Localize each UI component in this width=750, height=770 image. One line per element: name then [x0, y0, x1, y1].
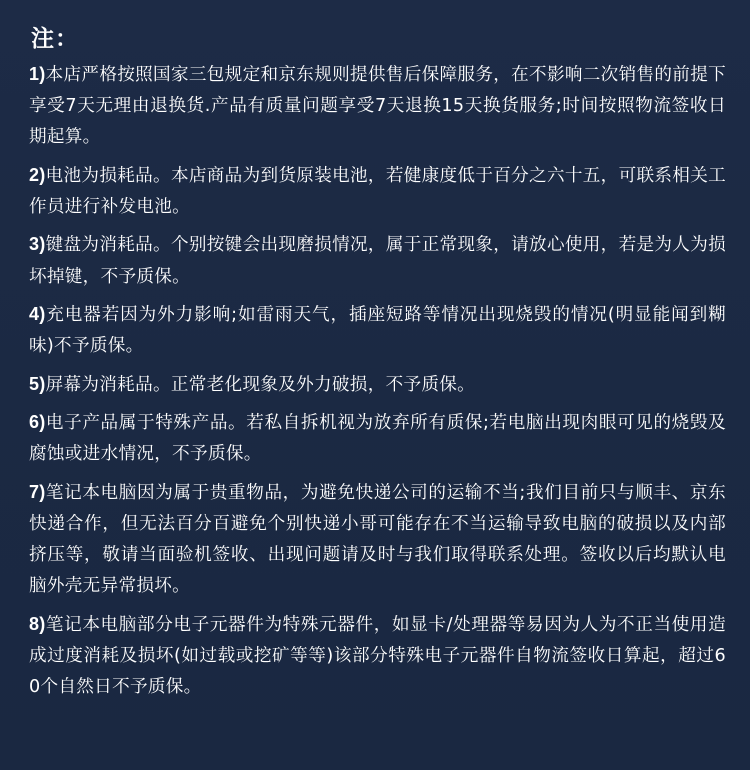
- notice-item-3: [29, 229, 726, 292]
- item-number: 3): [29, 234, 46, 255]
- item-text: 屏幕为消耗品。正常老化现象及外力破损，不予质保。: [45, 374, 476, 395]
- item-number: 1): [29, 64, 46, 84]
- notice-item-6: [29, 407, 726, 470]
- notice-item-4: [29, 299, 726, 362]
- item-number: 8): [29, 613, 46, 634]
- item-text: 笔记本电脑部分电子元器件为特殊元器件，如显卡/处理器等易因为人为不正当使用造成过度消耗及损坏(如过载或挖矿等等)该部分特殊电子元器件自物流签收日算起，超过60个自然日不予质保。: [29, 614, 726, 697]
- item-number: 2): [29, 164, 46, 185]
- item-text: 电子产品属于特殊产品。若私自拆机视为放弃所有质保;若电脑出现肉眼可见的烧毁及腐蚀或进水情况，不予质保。: [29, 412, 726, 465]
- item-text: 本店严格按照国家三包规定和京东规则提供售后保障服务，在不影响二次销售的前提下享受7天无理由退换货.产品有质量问题享受7天退换15天换货服务;时间按照物流签收日期起算。: [29, 65, 726, 148]
- item-text: 电池为损耗品。本店商品为到货原装电池，若健康度低于百分之六十五，可联系相关工作员进行补发电池。: [29, 165, 726, 217]
- notice-item-5: [29, 369, 726, 401]
- item-text: 笔记本电脑因为属于贵重物品，为避免快递公司的运输不当;我们目前只与顺丰、京东快递合作，但无法百分百避免个别快递小哥可能存在不当运输导致电脑的破损以及内部挤压等，敬请当面验机签收、出现问题请及时与我们取得联系处理。签收以后均默认电脑外壳无异常损坏。: [29, 482, 726, 597]
- notice-item-1: [29, 59, 726, 154]
- item-text: 充电器若因为外力影响;如雷雨天气，插座短路等情况出现烧毁的情况(明显能闻到糊味)不予质保。: [29, 304, 726, 357]
- notice-item-7: [29, 477, 726, 603]
- notice-item-2: [29, 160, 726, 223]
- notice-title: 注：: [31, 26, 79, 52]
- notice-item-8: [29, 609, 726, 704]
- item-number: 4): [29, 303, 46, 324]
- item-number: 5): [29, 373, 46, 394]
- notice-list: [29, 59, 726, 703]
- item-text: 键盘为消耗品。个别按键会出现磨损情况，属于正常现象，请放心使用，若是为人为损坏掉键，不予质保。: [29, 235, 726, 287]
- item-number: 7): [29, 481, 46, 502]
- item-number: 6): [29, 411, 46, 432]
